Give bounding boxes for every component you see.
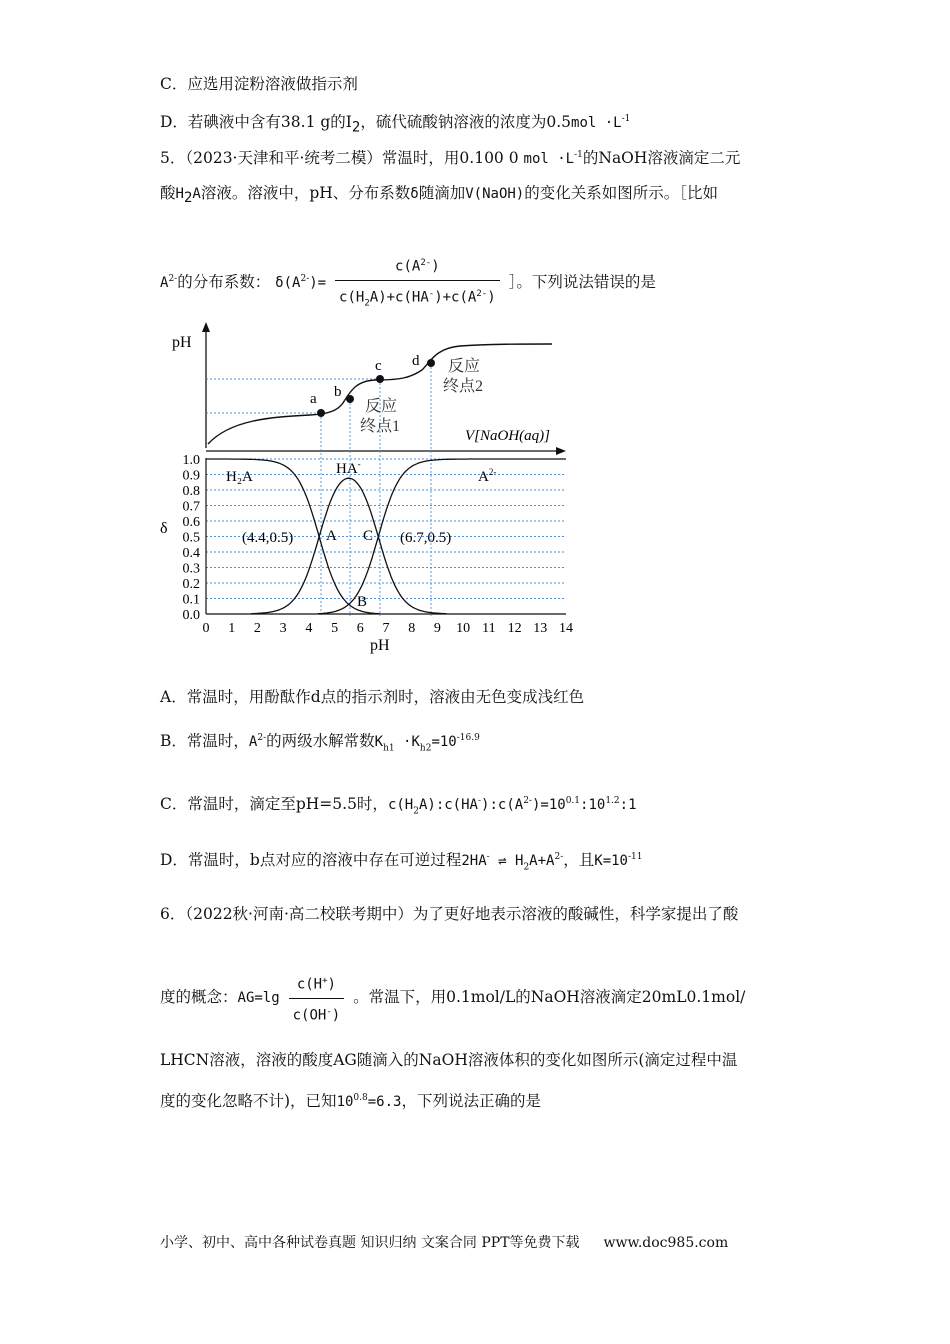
point-A-label: A	[326, 528, 337, 544]
y-tick-label: 0.3	[182, 561, 200, 577]
option-d: D．常温时，b点对应的溶液中存在可逆过程2HA- ⇌ $H_2A+A^{2-}$，且$K=10^{-11}$	[160, 851, 643, 873]
footer-url[interactable]: www.doc985.com	[603, 1235, 729, 1251]
point-d-label: d	[412, 353, 420, 369]
y-tick-label: 0.6	[182, 515, 200, 530]
option-c-previous: C．应选用淀粉溶液做指示剂	[160, 75, 358, 93]
y-tick-label: 0.1	[182, 592, 200, 608]
y-tick-label: 1.0	[182, 453, 200, 468]
annotation-left: (4.4,0.5)	[242, 530, 294, 546]
point-c-label: c	[375, 358, 382, 374]
x-tick-label: 2	[253, 621, 261, 636]
y-tick-label: 0.0	[182, 608, 200, 623]
point-c-marker	[376, 375, 384, 383]
y-tick-labels	[183, 453, 201, 623]
y-tick-label: 0.7	[182, 499, 200, 515]
point-b-marker	[346, 395, 354, 403]
x-tick-label: 8	[408, 621, 416, 636]
x-tick-label: 13	[533, 621, 548, 636]
titration-distribution-figure	[160, 318, 590, 663]
top-y-axis-label: pH	[172, 334, 192, 351]
x-tick-label: 1	[228, 621, 236, 636]
annotation-right: (6.7,0.5)	[400, 530, 452, 546]
y-tick-label: 0.8	[182, 484, 200, 499]
point-b-label: b	[334, 384, 342, 400]
bottom-x-axis-label: pH	[370, 637, 390, 654]
endpoint-2-label-line-2: 终点2	[443, 378, 484, 395]
y-tick-label: 0.9	[182, 468, 200, 484]
question-5-distribution-formula: $A^{2-}$的分布系数： $\delta(A^{2-})=$ $\frac{c(A^{2-})}{c(H_2A)+c(HA^-)+c(A^{2-})}$ ］。下列说法错误的是	[160, 250, 656, 316]
ag-fraction: $\frac{c(H^+)}{c(OH^-)}$	[289, 968, 345, 1028]
delta-axis-label: δ	[160, 520, 168, 537]
option-c: C．常温时，滴定至pH=5.5时，$c(H_2A):c(HA^-):c(A^{2-})=10^{0.1}:10^{1.2}:1$	[160, 795, 637, 817]
point-a-label: a	[310, 391, 317, 407]
x-tick-labels	[203, 621, 574, 636]
option-d-previous: D．若碘液中含有38.1 g的$I_2$，硫代硫酸钠溶液的浓度为$0.5mol \cdot L^{-1}$	[160, 113, 631, 136]
bottom-grid	[206, 459, 566, 599]
x-tick-label: 3	[279, 621, 287, 636]
x-tick-label: 10	[456, 621, 471, 636]
species-ha-label: HA-	[336, 459, 361, 477]
x-tick-label: 14	[559, 621, 573, 636]
x-tick-label: 12	[507, 621, 522, 636]
point-a-marker	[317, 409, 325, 417]
question-5-line-1: 5．（2023·天津和平·统考二模）常温时，用0.100 0 mol $\cdot L^{-1}$的NaOH溶液滴定二元	[160, 149, 741, 168]
question-6-line-4: 度的变化忽略不计)，已知$10^{0.8}=6.3$，下列说法正确的是	[160, 1092, 541, 1111]
footer	[160, 1232, 728, 1252]
endpoint-2-label-line-1: 反应	[448, 358, 481, 375]
species-h2a-label: H₂A	[226, 469, 253, 485]
option-b: B．常温时，$A^{2-}$的两级水解常数$K_{h1} \cdot K_{h2}=10^{-16.9}$	[160, 732, 480, 754]
y-tick-label: 0.2	[182, 577, 200, 592]
question-6-line-2: 度的概念：AG=lg $\frac{c(H^+)}{c(OH^-)}$ 。常温下，用0.1mol/L的NaOH溶液滴定20mL0.1mol/	[160, 968, 745, 1028]
endpoint-1-label-line-2: 终点1	[360, 418, 401, 435]
top-guides	[206, 363, 431, 616]
point-B-label: B	[357, 594, 368, 610]
x-tick-label: 6	[356, 621, 364, 636]
x-tick-label: 9	[433, 621, 441, 636]
footer-left: 小学、初中、高中各种试卷真题 知识归纳 文案合同 PPT等免费下载	[160, 1235, 580, 1251]
distribution-fraction: $\frac{c(A^{2-})}{c(H_2A)+c(HA^-)+c(A^{2-})}$	[335, 250, 500, 316]
point-d-marker	[427, 359, 435, 367]
question-5-line-2: 酸$H_2A$溶液。溶液中，pH、分布系数δ随滴加V(NaOH)的变化关系如图所示。［比如	[160, 184, 719, 207]
x-tick-label: 5	[331, 621, 339, 636]
x-tick-label: 7	[382, 621, 390, 636]
x-tick-label: 0	[202, 621, 210, 636]
x-tick-label: 4	[305, 621, 313, 636]
question-6-line-1: 6．（2022秋·河南·高二校联考期中）为了更好地表示溶液的酸碱性，科学家提出了酸	[160, 905, 739, 923]
point-C-label: C	[363, 528, 374, 544]
species-a-label: $A^{2-}$	[478, 467, 497, 485]
endpoint-1-label-line-1: 反应	[365, 398, 398, 415]
top-x-axis-label: V[NaOH(aq)]	[465, 428, 550, 444]
y-tick-label: 0.4	[182, 546, 200, 561]
question-6-line-3: LHCN溶液，溶液的酸度AG随滴入的NaOH溶液体积的变化如图所示(滴定过程中温	[160, 1051, 738, 1069]
x-tick-label: 11	[482, 621, 496, 636]
y-tick-label: 0.5	[182, 530, 200, 546]
option-a: A．常温时，用酚酞作d点的指示剂时，溶液由无色变成浅红色	[160, 688, 585, 706]
